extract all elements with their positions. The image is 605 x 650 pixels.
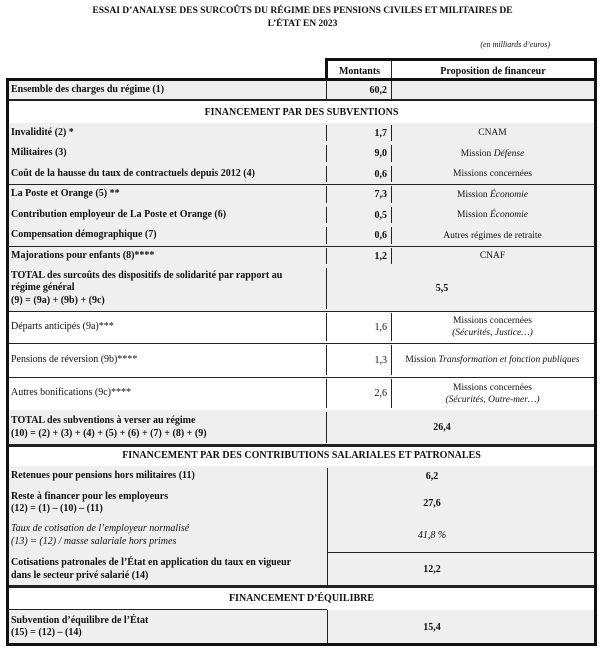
row-montant: 0,5 [326,205,391,225]
row-montant: 1,2 [326,246,391,266]
row-label: La Poste et Orange (5) ** [11,188,120,200]
row-label [9,466,326,487]
section-heading-contributions [9,445,594,466]
table-row [9,552,594,587]
table-row [9,487,594,519]
row-label: Majorations pour enfants (8)**** [11,249,155,261]
cell-divider [9,609,327,610]
row-label: Militaires (3) [11,147,67,159]
row-label [9,266,326,311]
financeur-text: CNAF [479,251,506,261]
row-label: Départs anticipés (9a)*** [11,320,114,332]
row-financeur [391,205,594,225]
financeur-text: Autres régimes de retraite [443,230,542,241]
row-label-line: régime général [11,282,75,294]
column-header-financeur: Proposition de financeur [440,65,546,77]
table-row [9,246,594,266]
table-row-subventions-total [9,410,594,445]
table-row [9,123,594,143]
table-row [9,343,594,377]
financeur-text: Mission [405,355,439,365]
row-label-line: TOTAL des subventions à verser au régime [11,415,196,426]
row-label-line: (9) = (9a) + (9b) + (9c) [11,294,105,306]
row-label: Autres bonifications (9c)**** [11,387,131,399]
unit-note: (en milliards d’euros) [480,40,550,49]
section-heading-equilibre [9,587,594,610]
thick-rule [9,444,594,447]
row-label: Compensation démographique (7) [11,229,157,241]
row-divider [9,311,594,312]
financeur-text: Mission [457,210,490,220]
row-montant: 27,6 [423,497,441,509]
row-label: Pensions de réversion (9b)**** [11,353,138,365]
section-heading-text: FINANCEMENT PAR DES CONTRIBUTIONS SALARIALES ET PATRONALES [122,450,481,461]
financeur-mission-name: Transformation et fonction publiques [438,355,580,365]
row-montant: 6,2 [425,471,439,482]
financeur-text: Mission [460,148,494,159]
row-divider [9,377,594,378]
document-title-line-1: ESSAI D’ANALYSE DES SURCOÛTS DU RÉGIME DES PENSIONS CIVILES ET MILITAIRES DE [92,5,513,16]
row-label [9,410,326,445]
financeur-text: Missions concernées [453,316,532,326]
row-financeur [391,79,594,101]
row-financeur [391,377,594,410]
thick-rule [9,99,594,101]
row-label [9,487,326,519]
financeur-text: Missions concernées [453,169,532,179]
row-label-line: Subvention d’équilibre de l’État [11,614,149,626]
table-row [9,184,594,205]
row-financeur [391,123,594,143]
row-label: Contribution employeur de La Poste et Orange (6) [11,208,227,220]
column-divider [327,468,328,585]
row-montant: 2,6 [326,377,391,410]
row-montant: 7,3 [326,184,391,205]
row-label-line: TOTAL des surcoûts des dispositifs de solidarité par rapport au [11,269,283,281]
table-row [9,377,594,410]
document-title-line-2: L’ÉTAT EN 2023 [267,18,338,29]
row-montant: 12,2 [423,564,441,575]
column-divider [327,610,328,644]
financeur-mission-name: Économie [490,189,528,200]
row-financeur [391,164,594,184]
row-montant: 9,0 [326,143,391,164]
row-montant: 1,6 [326,311,391,343]
row-label [9,552,326,587]
financeur-detail: (Sécurités, Justice…) [452,328,533,338]
section-heading-subventions [9,101,594,123]
row-label-line: (12) = (1) – (10) – (11) [11,503,103,514]
financeur-mission-name: Défense [493,148,525,159]
row-financeur [391,246,594,266]
section-heading-text: FINANCEMENT D’ÉQUILIBRE [228,593,375,604]
row-montant: 15,4 [423,621,441,633]
table-row [9,143,594,164]
row-label-line: (10) = (2) + (3) + (4) + (5) + (6) + (7) + (8) + (9) [11,427,207,439]
section-heading-text: FINANCEMENT PAR DES SUBVENTIONS [204,106,399,118]
row-label-line: Retenues pour pensions hors militaires (11) [11,470,195,482]
column-header-montants: Montants [338,65,381,77]
financeur-text: CNAM [478,128,507,138]
row-divider [9,184,594,185]
row-financeur [391,225,594,246]
column-header [325,58,597,81]
table-row [9,466,594,487]
row-montant: 41,8 % [417,530,447,541]
financeur-mission-name: Économie [490,210,528,220]
row-montant: 1,7 [326,123,391,143]
financeur-text: Missions concernées [453,382,532,393]
row-divider [9,343,594,344]
table-row [9,519,594,552]
row-label-line: Cotisations patronales de l’État en application du taux en vigueur [11,557,292,568]
financeur-detail: (Sécurités, Outre-mer…) [445,394,540,405]
row-label-line: (13) = (12) / masse salariale hors primes [11,535,177,547]
row-label [9,519,326,552]
table-row [9,225,594,246]
row-financeur [391,311,594,343]
table-row [9,610,594,644]
table-row [9,205,594,225]
thick-rule [9,585,594,588]
row-label-line: Reste à financer pour les employeurs [11,490,169,502]
row-montant: 5,5 [435,283,449,294]
row-montant: 1,3 [326,343,391,377]
row-montant: 0,6 [326,225,391,246]
row-label-line: (15) = (12) – (14) [11,627,82,638]
table-row-total-charges [9,79,594,101]
row-label: Ensemble des charges du régime (1) [11,83,165,95]
row-montant: 26,4 [326,410,594,445]
table-row [9,311,594,343]
row-label-line: dans le secteur privé salarié (14) [11,569,149,581]
row-label: Coût de la hausse du taux de contractuels depuis 2012 (4) [11,167,255,179]
row-financeur [391,184,594,205]
cell-divider [327,552,594,553]
row-divider [9,246,594,247]
row-financeur [391,343,594,377]
table-row-solidarity-total [9,266,594,311]
row-montant: 60,2 [326,79,391,101]
row-label [9,610,326,644]
row-label: Invalidité (2) * [11,126,74,138]
row-label-line: Taux de cotisation de l’employeur normalisé [11,523,190,534]
financeur-text: Mission [457,189,490,200]
column-divider [326,268,327,309]
row-montant: 0,6 [326,164,391,184]
row-financeur [391,143,594,164]
table-row [9,164,594,184]
